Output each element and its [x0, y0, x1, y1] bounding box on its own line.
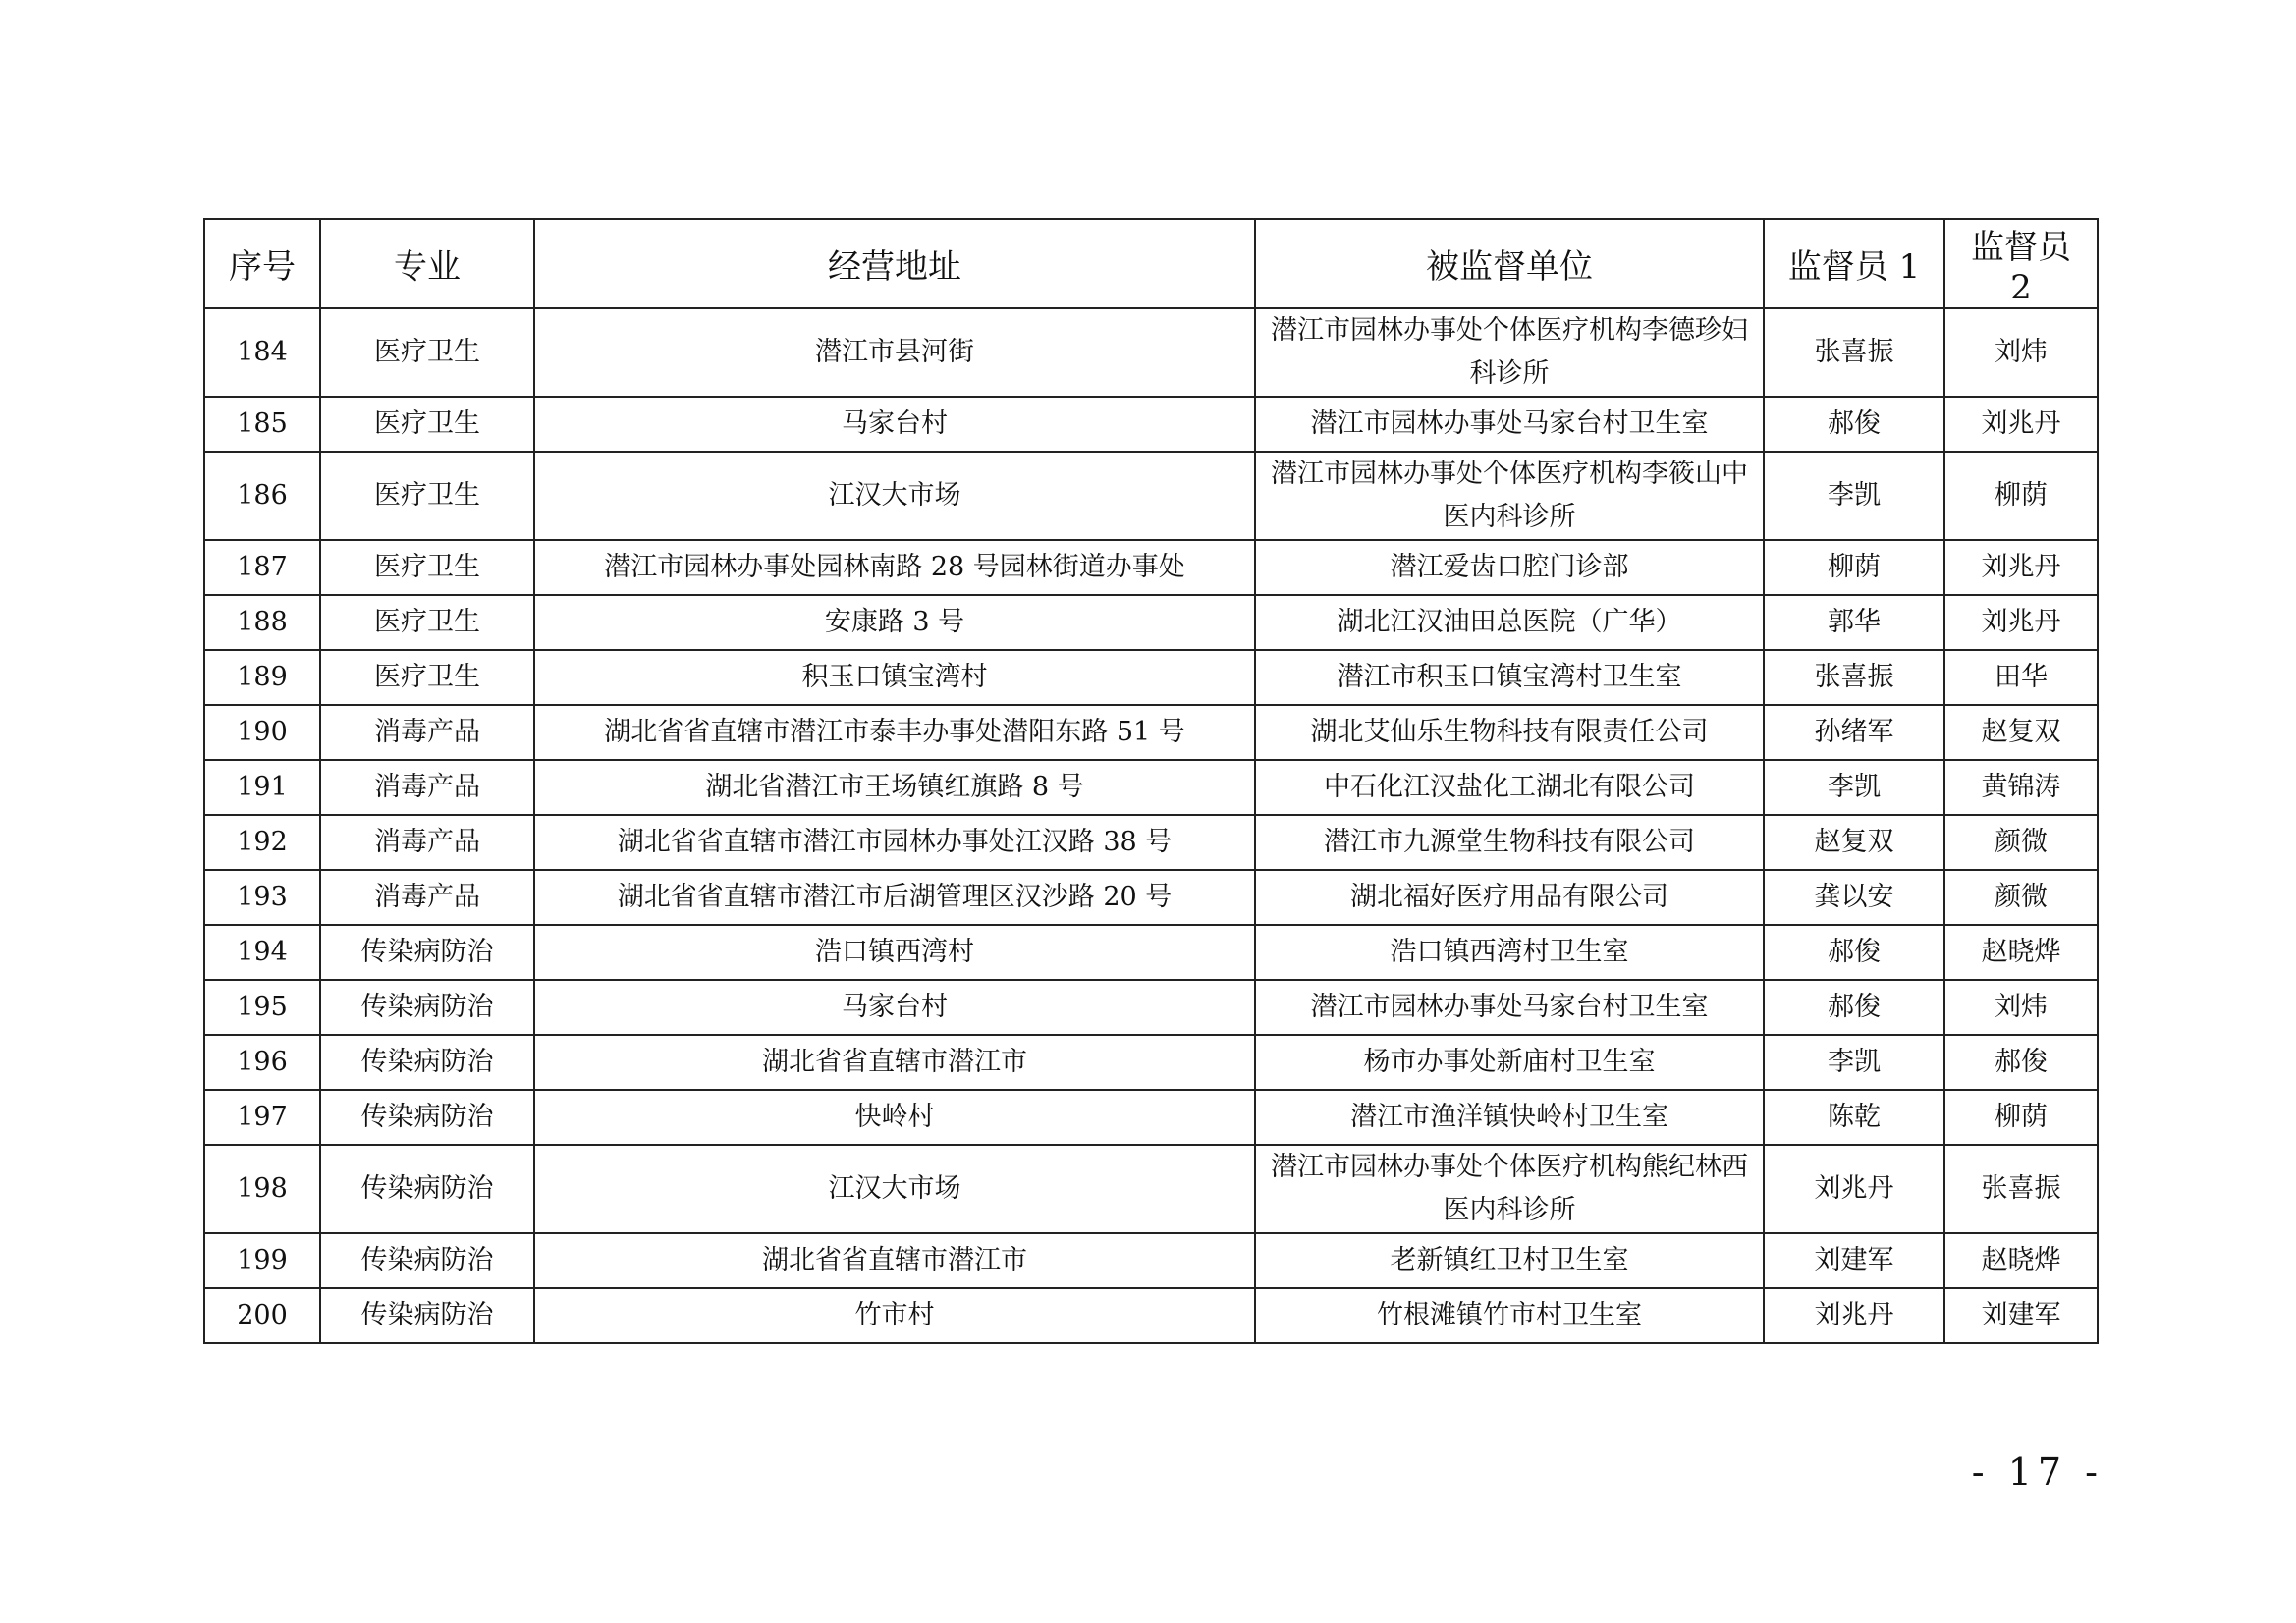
supervision-table	[203, 218, 2099, 1344]
cell-unit: 湖北福好医疗用品有限公司	[1255, 870, 1764, 925]
cell-unit: 竹根滩镇竹市村卫生室	[1255, 1288, 1764, 1343]
cell-serial: 184	[204, 308, 320, 397]
table-row	[204, 815, 2098, 870]
table-body	[204, 308, 2098, 1343]
cell-unit: 湖北艾仙乐生物科技有限责任公司	[1255, 705, 1764, 760]
cell-field: 传染病防治	[320, 1035, 534, 1090]
cell-inspector-2: 刘炜	[1944, 308, 2098, 397]
cell-address: 竹市村	[534, 1288, 1255, 1343]
cell-unit: 潜江市九源堂生物科技有限公司	[1255, 815, 1764, 870]
cell-address: 浩口镇西湾村	[534, 925, 1255, 980]
cell-inspector-1: 刘兆丹	[1764, 1145, 1944, 1233]
cell-unit: 潜江市积玉口镇宝湾村卫生室	[1255, 650, 1764, 705]
cell-inspector-1: 龚以安	[1764, 870, 1944, 925]
table-row	[204, 760, 2098, 815]
cell-serial: 200	[204, 1288, 320, 1343]
cell-address: 湖北省省直辖市潜江市后湖管理区汉沙路 20 号	[534, 870, 1255, 925]
cell-address: 江汉大市场	[534, 1145, 1255, 1233]
cell-inspector-1: 陈乾	[1764, 1090, 1944, 1145]
cell-address: 潜江市园林办事处园林南路 28 号园林街道办事处	[534, 540, 1255, 595]
cell-serial: 195	[204, 980, 320, 1035]
table-row	[204, 540, 2098, 595]
cell-field: 医疗卫生	[320, 452, 534, 540]
table-row	[204, 1233, 2098, 1288]
cell-inspector-2: 张喜振	[1944, 1145, 2098, 1233]
table-row	[204, 1288, 2098, 1343]
cell-address: 马家台村	[534, 980, 1255, 1035]
cell-serial: 188	[204, 595, 320, 650]
cell-inspector-1: 张喜振	[1764, 308, 1944, 397]
cell-inspector-2: 赵复双	[1944, 705, 2098, 760]
cell-unit: 潜江爱齿口腔门诊部	[1255, 540, 1764, 595]
cell-inspector-2: 柳荫	[1944, 452, 2098, 540]
table-row	[204, 595, 2098, 650]
cell-address: 江汉大市场	[534, 452, 1255, 540]
cell-address: 湖北省省直辖市潜江市	[534, 1233, 1255, 1288]
cell-unit: 浩口镇西湾村卫生室	[1255, 925, 1764, 980]
cell-unit: 潜江市园林办事处个体医疗机构熊纪林西医内科诊所	[1255, 1145, 1764, 1233]
cell-field: 传染病防治	[320, 1090, 534, 1145]
cell-serial: 199	[204, 1233, 320, 1288]
cell-field: 消毒产品	[320, 760, 534, 815]
cell-field: 传染病防治	[320, 1145, 534, 1233]
cell-serial: 189	[204, 650, 320, 705]
header-inspector-1: 监督员 1	[1764, 219, 1944, 308]
cell-unit: 潜江市园林办事处个体医疗机构李德珍妇科诊所	[1255, 308, 1764, 397]
cell-serial: 194	[204, 925, 320, 980]
cell-inspector-2: 刘兆丹	[1944, 595, 2098, 650]
cell-serial: 193	[204, 870, 320, 925]
cell-inspector-2: 田华	[1944, 650, 2098, 705]
cell-inspector-2: 刘建军	[1944, 1288, 2098, 1343]
cell-unit: 中石化江汉盐化工湖北有限公司	[1255, 760, 1764, 815]
cell-address: 湖北省省直辖市潜江市	[534, 1035, 1255, 1090]
cell-inspector-1: 李凯	[1764, 760, 1944, 815]
header-address: 经营地址	[534, 219, 1255, 308]
cell-inspector-2: 刘炜	[1944, 980, 2098, 1035]
cell-unit: 潜江市园林办事处马家台村卫生室	[1255, 397, 1764, 452]
cell-inspector-1: 张喜振	[1764, 650, 1944, 705]
cell-field: 消毒产品	[320, 870, 534, 925]
cell-address: 湖北省省直辖市潜江市泰丰办事处潜阳东路 51 号	[534, 705, 1255, 760]
cell-inspector-1: 赵复双	[1764, 815, 1944, 870]
cell-inspector-1: 柳荫	[1764, 540, 1944, 595]
cell-field: 传染病防治	[320, 980, 534, 1035]
table-row	[204, 308, 2098, 397]
cell-serial: 186	[204, 452, 320, 540]
cell-inspector-2: 颜微	[1944, 815, 2098, 870]
table-row	[204, 925, 2098, 980]
table-row	[204, 980, 2098, 1035]
cell-field: 医疗卫生	[320, 397, 534, 452]
table-row	[204, 650, 2098, 705]
cell-unit: 潜江市园林办事处个体医疗机构李筱山中医内科诊所	[1255, 452, 1764, 540]
cell-unit: 老新镇红卫村卫生室	[1255, 1233, 1764, 1288]
table-row	[204, 1035, 2098, 1090]
cell-field: 传染病防治	[320, 1233, 534, 1288]
header-row	[204, 219, 2098, 308]
header-field: 专业	[320, 219, 534, 308]
cell-serial: 187	[204, 540, 320, 595]
header-unit: 被监督单位	[1255, 219, 1764, 308]
cell-serial: 185	[204, 397, 320, 452]
cell-inspector-2: 赵晓烨	[1944, 1233, 2098, 1288]
cell-field: 传染病防治	[320, 1288, 534, 1343]
cell-field: 消毒产品	[320, 705, 534, 760]
table-row	[204, 452, 2098, 540]
table-row	[204, 1090, 2098, 1145]
cell-serial: 198	[204, 1145, 320, 1233]
cell-inspector-2: 赵晓烨	[1944, 925, 2098, 980]
cell-inspector-1: 刘兆丹	[1764, 1288, 1944, 1343]
cell-unit: 潜江市渔洋镇快岭村卫生室	[1255, 1090, 1764, 1145]
cell-inspector-2: 黄锦涛	[1944, 760, 2098, 815]
cell-inspector-2: 颜微	[1944, 870, 2098, 925]
cell-serial: 191	[204, 760, 320, 815]
cell-inspector-1: 孙绪军	[1764, 705, 1944, 760]
table-row	[204, 1145, 2098, 1233]
table-row	[204, 870, 2098, 925]
cell-field: 消毒产品	[320, 815, 534, 870]
cell-field: 医疗卫生	[320, 595, 534, 650]
cell-serial: 190	[204, 705, 320, 760]
cell-inspector-2: 柳荫	[1944, 1090, 2098, 1145]
cell-serial: 192	[204, 815, 320, 870]
cell-inspector-1: 郝俊	[1764, 397, 1944, 452]
table-row	[204, 705, 2098, 760]
cell-inspector-1: 李凯	[1764, 1035, 1944, 1090]
cell-field: 医疗卫生	[320, 540, 534, 595]
cell-inspector-1: 郝俊	[1764, 925, 1944, 980]
cell-address: 积玉口镇宝湾村	[534, 650, 1255, 705]
page-number: - 17 -	[1971, 1450, 2104, 1493]
cell-inspector-1: 李凯	[1764, 452, 1944, 540]
cell-inspector-2: 刘兆丹	[1944, 540, 2098, 595]
cell-inspector-2: 郝俊	[1944, 1035, 2098, 1090]
cell-field: 医疗卫生	[320, 308, 534, 397]
cell-serial: 196	[204, 1035, 320, 1090]
cell-field: 医疗卫生	[320, 650, 534, 705]
table-row	[204, 397, 2098, 452]
cell-address: 湖北省省直辖市潜江市园林办事处江汉路 38 号	[534, 815, 1255, 870]
cell-inspector-1: 刘建军	[1764, 1233, 1944, 1288]
cell-unit: 湖北江汉油田总医院（广华）	[1255, 595, 1764, 650]
cell-unit: 杨市办事处新庙村卫生室	[1255, 1035, 1764, 1090]
cell-address: 湖北省潜江市王场镇红旗路 8 号	[534, 760, 1255, 815]
header-inspector-2: 监督员 2	[1944, 219, 2098, 308]
cell-address: 马家台村	[534, 397, 1255, 452]
cell-inspector-1: 郝俊	[1764, 980, 1944, 1035]
cell-inspector-1: 郭华	[1764, 595, 1944, 650]
cell-unit: 潜江市园林办事处马家台村卫生室	[1255, 980, 1764, 1035]
cell-inspector-2: 刘兆丹	[1944, 397, 2098, 452]
cell-address: 潜江市县河街	[534, 308, 1255, 397]
header-serial: 序号	[204, 219, 320, 308]
cell-field: 传染病防治	[320, 925, 534, 980]
cell-serial: 197	[204, 1090, 320, 1145]
cell-address: 快岭村	[534, 1090, 1255, 1145]
cell-address: 安康路 3 号	[534, 595, 1255, 650]
